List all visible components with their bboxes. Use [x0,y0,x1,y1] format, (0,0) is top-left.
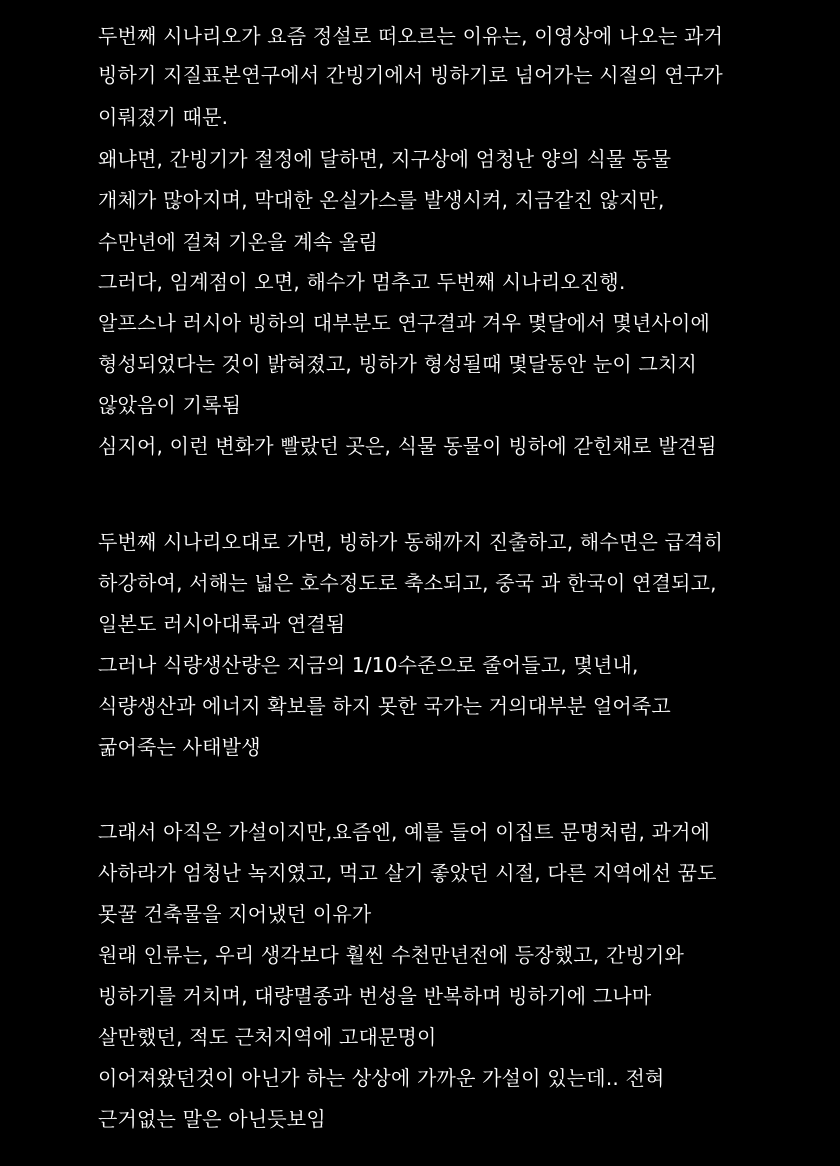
text-line: 식량생산과 에너지 확보를 하지 못한 국가는 거의대부분 얼어죽고 [98,694,671,718]
text-line: 개체가 많아지며, 막대한 온실가스를 발생시켜, 지금같진 않지만, [98,188,665,212]
text-line: 그러나 식량생산량은 지금의 1/10수준으로 줄어들고, 몇년내, [98,653,639,677]
text-line: 사하라가 엄청난 녹지였고, 먹고 살기 좋았던 시절, 다른 지역에선 꿈도 [98,861,717,885]
text-line: 그러다, 임계점이 오면, 해수가 멈추고 두번째 시나리오진행. [98,270,626,294]
text-line: 두번째 시나리오대로 가면, 빙하가 동해까지 진출하고, 해수면은 급격히 [98,530,724,554]
text-line: 근거없는 말은 아닌듯보임 [98,1107,326,1131]
text-line: 원래 인류는, 우리 생각보다 훨씬 수천만년전에 등장했고, 간빙기와 [98,943,685,967]
text-line: 못꿀 건축물을 지어냈던 이유가 [98,902,372,926]
text-line: 살만했던, 적도 근처지역에 고대문명이 [98,1025,437,1049]
text-line: 알프스나 러시아 빙하의 대부분도 연구결과 겨우 몇달에서 몇년사이에 [98,311,710,335]
text-line: 그래서 아직은 가설이지만,요즘엔, 예를 들어 이집트 문명처럼, 과거에 [98,820,711,844]
text-line: 굶어죽는 사태발생 [98,735,261,759]
text-line: 왜냐면, 간빙기가 절정에 달하면, 지구상에 엄청난 양의 식물 동물 [98,147,672,171]
text-line: 일본도 러시아대륙과 연결됨 [98,612,346,636]
text-line: 형성되었다는 것이 밝혀졌고, 빙하가 형성될때 몇달동안 눈이 그치지 [98,352,698,376]
text-line: 수만년에 걸쳐 기온을 계속 올림 [98,230,378,254]
text-line: 심지어, 이런 변화가 빨랐던 곳은, 식물 동물이 빙하에 갇힌채로 발견됨 [98,434,717,458]
text-line: 않았음이 기록됨 [98,393,242,417]
text-line: 이어져왔던것이 아닌가 하는 상상에 가까운 가설이 있는데.. 전혀 [98,1066,665,1090]
text-line: 하강하여, 서해는 넓은 호수정도로 축소되고, 중국 과 한국이 연결되고, [98,571,717,595]
text-line: 빙하기를 거치며, 대량멸종과 번성을 반복하며 빙하기에 그나마 [98,984,652,1008]
text-line: 두번째 시나리오가 요즘 정설로 떠오르는 이유는, 이영상에 나오는 과거 [98,24,724,48]
text-line: 빙하기 지질표본연구에서 간빙기에서 빙하기로 넘어가는 시절의 연구가 [98,63,723,87]
text-line: 이뤄졌기 때문. [98,105,229,129]
